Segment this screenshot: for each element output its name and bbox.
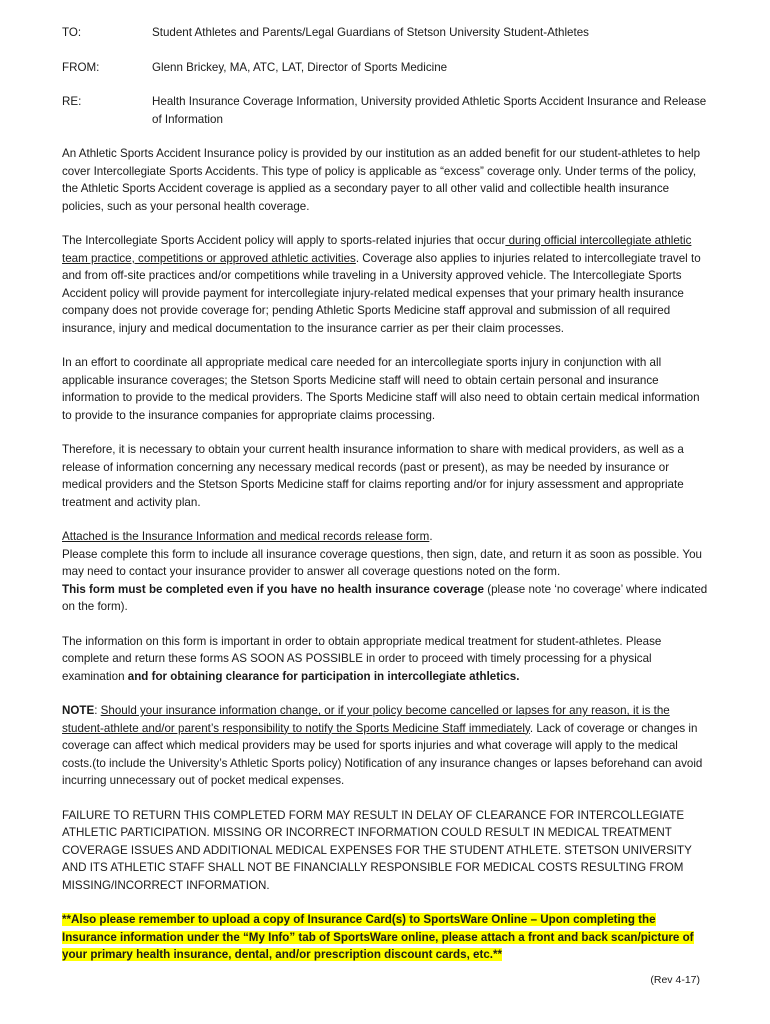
note-text: . Lack of coverage or changes in coverage can affect which medical providers may be used for sports injuries and what coverage will apply to the medical costs.(to include the University’s Athletic Sports policy) Notification of any insurance changes or lapses beforehand can avoid incurring unnecessary out of pocket medical expenses. [62, 721, 703, 787]
coverage-text-b: . Coverage also applies to injuries related to intercollegiate travel to and from off-site practices and/or competitions while traveling in a University approved vehicle. The Intercollegiate Sports Accident policy will provide payment for intercollegiate injury-related medical expenses that your primary health insurance company does not provide coverage for; pending Athletic Sports Medicine staff approval and submission of all required insurance, injury and medical documentation to the insurance carrier as per their claim processes. [62, 251, 701, 335]
note-label: NOTE [62, 704, 95, 717]
to-value: Student Athletes and Parents/Legal Guardians of Stetson University Student-Athletes [152, 26, 589, 39]
paragraph-attached-form [62, 528, 708, 616]
paragraph-upload-reminder [62, 911, 708, 964]
revision-label: (Rev 4-17) [650, 974, 700, 986]
coverage-underlined: during official intercollegiate athletic team practice, competitions or approved athletic activities [62, 234, 692, 265]
from-value: Glenn Brickey, MA, ATC, LAT, Director of Sports Medicine [152, 60, 448, 74]
importance-text: The information on this form is important in order to obtain appropriate medical treatment for student-athletes. Please complete and return these forms AS SOON AS POSSIBLE in order to proceed with timely processing for a physical examination [62, 634, 662, 683]
coverage-text-a: The Intercollegiate Sports Accident policy will apply to sports-related injuries that occur [62, 234, 506, 247]
paragraph-note [62, 702, 708, 790]
re-value: Health Insurance Coverage Information, University provided Athletic Sports Accident Insurance and Release of Information [152, 95, 707, 126]
paragraph-coordination: In an effort to coordinate all appropriate medical care needed for an intercollegiate sports injury in conjunction with all applicable insurance coverages; the Stetson Sports Medicine staff will need to obtain certain personal and insurance information to provide to the medical providers. The Sports Medicine staff will also need to obtain certain medical information to provide to the insurance companies for appropriate claims processing. [62, 356, 700, 422]
re-label: RE: [62, 95, 82, 108]
memo-to-row [62, 24, 708, 42]
memo-from-row [62, 59, 708, 77]
attached-form-underlined: Attached is the Insurance Information and medical records release form [62, 530, 430, 543]
paragraph-failure-warning: FAILURE TO RETURN THIS COMPLETED FORM MAY RESULT IN DELAY OF CLEARANCE FOR INTERCOLLEGIATE ATHLETIC PARTICIPATION. MISSING OR INCORRECT INFORMATION COULD RESULT IN MEDICAL TREATMENT COVERAGE ISSUES AND ADDITIONAL MEDICAL EXPENSES FOR THE STUDENT ATHLETE. STETSON UNIVERSITY AND ITS ATHLETIC STAFF SHALL NOT BE FINANCIALLY RESPONSIBLE FOR MEDICAL COSTS RESULTING FROM MISSING/INCORRECT INFORMATION. [62, 808, 692, 892]
paragraph-coverage-scope [62, 232, 708, 337]
upload-reminder-highlight: **Also please remember to upload a copy of Insurance Card(s) to SportsWare Online – Upon completing the Insurance information under the “My Info” tab of SportsWare online, please attach a front and back scan/picture of your primary health insurance, dental, and/or prescription discount cards, etc.** [62, 913, 694, 961]
paragraph-importance [62, 633, 708, 686]
to-label: TO: [62, 26, 82, 39]
paragraph-policy-overview: An Athletic Sports Accident Insurance policy is provided by our institution as an added benefit for our student-athletes to help cover Intercollegiate Sports Accidents. This type of policy is applicable as “excess” coverage only. Under terms of the policy, the Athletic Sports Accident coverage is applied as a secondary payer to all other valid and collectible health insurance policies, such as your personal health coverage. [62, 147, 701, 213]
note-colon: : [94, 704, 101, 717]
note-underlined: Should your insurance information change, or if your policy become cancelled or lapses for any reason, it is the student-athlete and/or parent’s responsibility to notify the Sports Medicine Staff immediately [62, 704, 670, 735]
importance-bold: and for obtaining clearance for participation in intercollegiate athletics. [127, 669, 520, 683]
memo-re-row [62, 93, 708, 128]
attached-form-period: . [429, 530, 433, 543]
attached-form-text-a: Please complete this form to include all insurance coverage questions, then sign, date, and return it as soon as possible. You may need to contact your insurance provider to answer all coverage questions noted on the form. [62, 547, 702, 578]
from-label: FROM: [62, 60, 100, 74]
paragraph-necessity: Therefore, it is necessary to obtain your current health insurance information to share with medical providers, as well as a release of information concerning any necessary medical records (past or present), as may be needed by insurance or medical providers and the Stetson Sports Medicine staff for claims reporting and/or for injury assessment and appropriate treatment and activity plan. [62, 443, 684, 509]
attached-form-bold: This form must be completed even if you have no health insurance coverage [62, 582, 484, 596]
attached-form-text-b: (please note ‘no coverage’ where indicated on the form). [62, 582, 708, 613]
